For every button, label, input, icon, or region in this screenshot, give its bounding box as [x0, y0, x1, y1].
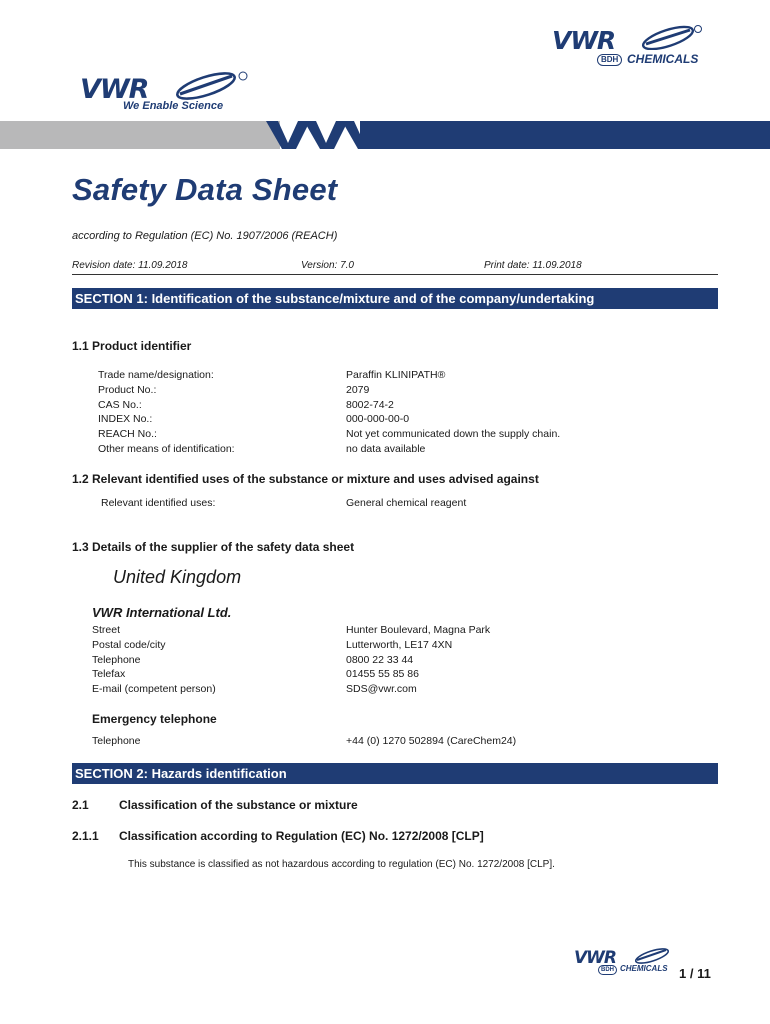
value: 000-000-00-0	[346, 413, 410, 426]
label: Street	[92, 624, 121, 636]
revision-line	[72, 260, 718, 275]
vwr-bdh-chemicals-logo	[552, 26, 712, 68]
uses-value: General chemical reagent	[346, 497, 467, 509]
swoosh-icon	[164, 70, 250, 100]
supplier-company: VWR International Ltd.	[92, 605, 232, 620]
value: Paraffin KLINIPATH®	[346, 369, 446, 381]
banner-gray-bar	[0, 121, 280, 149]
classification-statement: This substance is classified as not hazardous according to regulation (EC) No. 1272/2008 [CLP].	[128, 859, 555, 870]
value: 0800 22 33 44	[346, 653, 414, 666]
heading-2-1-1-title: Classification according to Regulation (EC) No. 1272/2008 [CLP]	[119, 829, 484, 843]
heading-1-1: 1.1 Product identifier	[72, 339, 192, 353]
logo-tagline: We Enable Science	[123, 100, 224, 112]
value: 8002-74-2	[346, 398, 394, 411]
section-1-header: SECTION 1: Identification of the substance/mixture and of the company/undertaking	[72, 288, 718, 309]
label: CAS No.:	[98, 398, 142, 411]
page-number: 1 / 11	[679, 966, 711, 981]
swoosh-icon	[632, 24, 704, 50]
supplier-labels	[92, 623, 216, 697]
product-identifier-values	[346, 368, 560, 457]
label: Telephone	[92, 653, 141, 666]
vwr-main-logo	[80, 70, 260, 118]
label: Other means of identification:	[98, 442, 235, 455]
product-identifier-labels	[98, 368, 235, 457]
supplier-country: United Kingdom	[113, 567, 242, 587]
logo-chemicals-text: CHEMICALS	[620, 964, 668, 973]
label: Postal code/city	[92, 638, 166, 651]
label: Trade name/designation:	[98, 369, 214, 381]
emergency-label: Telephone	[92, 735, 141, 747]
bdh-badge: BDH	[598, 965, 617, 975]
document-title: Safety Data Sheet	[72, 172, 338, 207]
logo-vwr-text: VWR	[552, 26, 616, 55]
value: no data available	[346, 442, 426, 455]
value: 2079	[346, 383, 370, 396]
heading-1-2: 1.2 Relevant identified uses of the substance or mixture and uses advised against	[72, 472, 539, 486]
value: SDS@vwr.com	[346, 683, 417, 696]
heading-1-3: 1.3 Details of the supplier of the safety data sheet	[72, 540, 355, 554]
value: 01455 55 85 86	[346, 668, 419, 681]
heading-2-1-1-number: 2.1.1	[72, 829, 99, 843]
emergency-value: +44 (0) 1270 502894 (CareChem24)	[346, 735, 517, 747]
print-date: Print date: 11.09.2018	[484, 260, 582, 271]
regulation-line: according to Regulation (EC) No. 1907/2006 (REACH)	[72, 230, 338, 242]
label: Product No.:	[98, 383, 157, 396]
bdh-badge: BDH	[597, 54, 622, 66]
value: Not yet communicated down the supply chain.	[346, 428, 561, 441]
logo-vwr-text: VWR	[574, 948, 616, 968]
value: Hunter Boulevard, Magna Park	[346, 624, 491, 636]
heading-2-1-title: Classification of the substance or mixture	[119, 798, 358, 812]
banner-blue-bar	[360, 121, 770, 149]
value: Lutterworth, LE17 4XN	[346, 638, 453, 651]
uses-label: Relevant identified uses:	[101, 497, 216, 509]
heading-2-1-number: 2.1	[72, 798, 89, 812]
supplier-values	[346, 623, 490, 697]
label: Telefax	[92, 668, 126, 681]
label: E-mail (competent person)	[92, 683, 216, 696]
section-2-header: SECTION 2: Hazards identification	[72, 763, 718, 784]
label: REACH No.:	[98, 428, 157, 441]
footer-logo	[570, 946, 680, 976]
emergency-heading: Emergency telephone	[92, 712, 217, 726]
logo-chemicals-text: CHEMICALS	[627, 52, 699, 66]
revision-date: Revision date: 11.09.2018	[72, 260, 188, 271]
logo-vwr-text: VWR	[80, 74, 149, 105]
swoosh-icon	[628, 946, 676, 964]
version: Version: 7.0	[301, 260, 354, 271]
label: INDEX No.:	[98, 413, 153, 426]
